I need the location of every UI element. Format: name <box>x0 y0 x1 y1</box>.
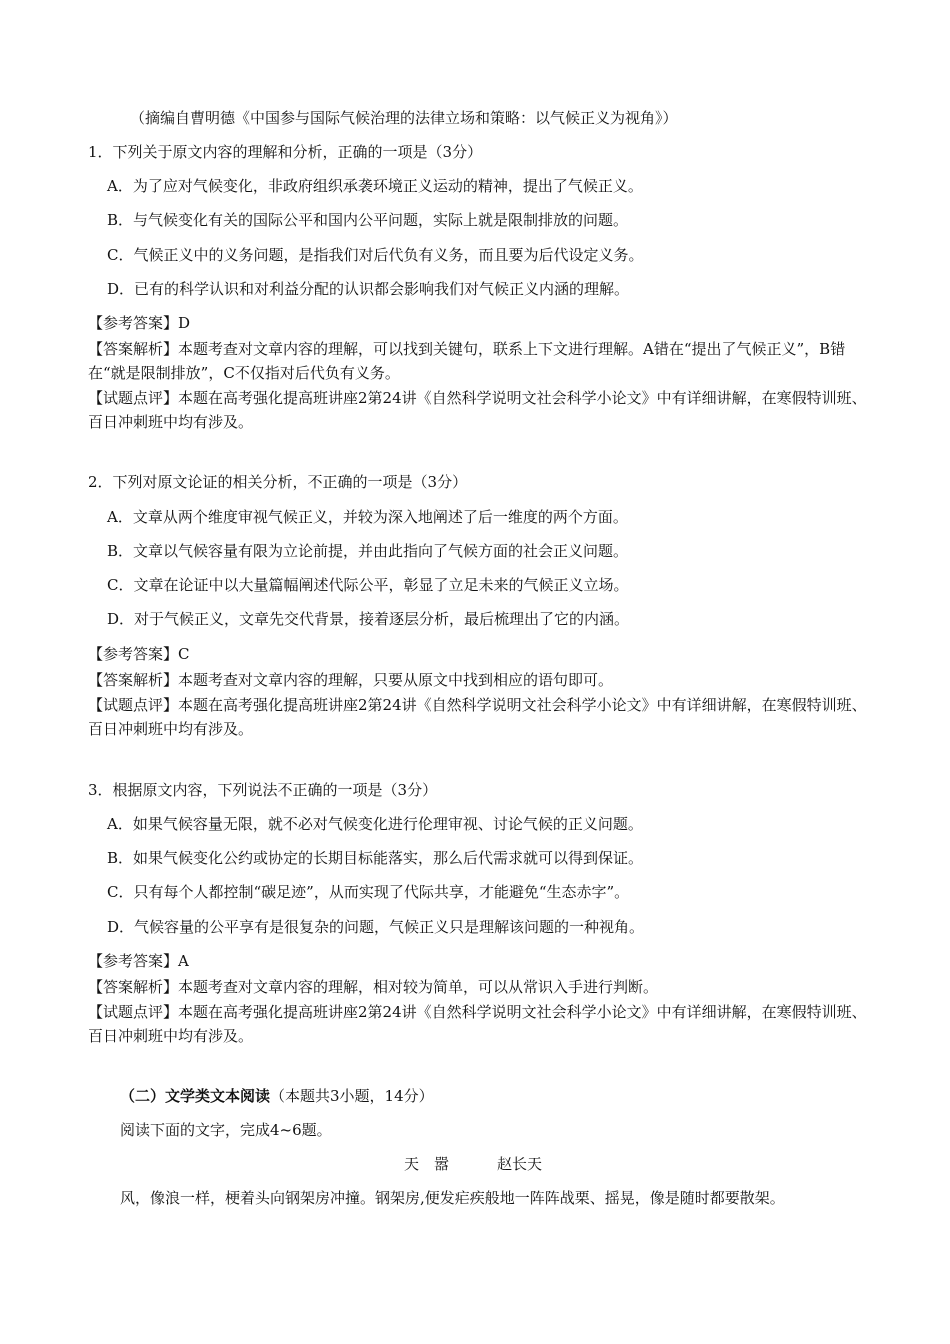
question-3-option-d: D．气候容量的公平享有是很复杂的问题，气候正义只是理解该问题的一种视角。 <box>107 918 645 936</box>
question-1-option-d: D．已有的科学认识和对利益分配的认识都会影响我们对气候正义内涵的理解。 <box>107 280 630 298</box>
question-2-option-c: C．文章在论证中以大量篇幅阐述代际公平，彰显了立足未来的气候正义立场。 <box>107 576 629 594</box>
section-heading-title: （二）文学类文本阅读 <box>120 1087 271 1105</box>
question-3-option-a: A．如果气候容量无限，就不必对气候变化进行伦理审视、讨论气候的正义问题。 <box>107 815 643 833</box>
question-2-option-b: B．文章以气候容量有限为立论前提，并由此指向了气候方面的社会正义问题。 <box>107 542 629 560</box>
question-3-comment: 【试题点评】本题在高考强化提高班讲座2第24讲《自然科学说明文社会科学小论文》中有详细讲解，在寒假特训班、百日冲刺班中均有涉及。 <box>88 1003 867 1045</box>
question-3-option-b: B．如果气候变化公约或协定的长期目标能落实，那么后代需求就可以得到保证。 <box>107 849 644 867</box>
source-citation: （摘编自曹明德《中国参与国际气候治理的法律立场和策略：以气候正义为视角》） <box>130 109 678 127</box>
section-heading <box>120 1084 434 1108</box>
question-1-analysis: 【答案解析】本题考查对文章内容的理解，可以找到关键句，联系上下文进行理解。A错在“提出了气候正义”，B错在“就是限制排放”，C不仅指对后代负有义务。 <box>88 340 846 382</box>
story-first-paragraph: 风，像浪一样，梗着头向钢架房冲撞。钢架房,便发疟疾般地一阵阵战栗、摇晃，像是随时都要散架。 <box>120 1189 785 1207</box>
question-2-comment: 【试题点评】本题在高考强化提高班讲座2第24讲《自然科学说明文社会科学小论文》中有详细讲解，在寒假特训班、百日冲刺班中均有涉及。 <box>88 696 867 738</box>
question-3-option-c: C．只有每个人都控制“碳足迹”，从而实现了代际共享，才能避免“生态赤字”。 <box>107 883 630 901</box>
story-author: 赵长天 <box>497 1155 543 1173</box>
story-title: 天 嚣 <box>404 1155 450 1173</box>
question-1-option-c: C．气候正义中的义务问题，是指我们对后代负有义务，而且要为后代设定义务。 <box>107 246 644 264</box>
question-1-answer: 【参考答案】D <box>88 314 191 332</box>
question-3-answer: 【参考答案】A <box>88 952 189 970</box>
section-heading-note: （本题共3小题，14分） <box>270 1087 434 1105</box>
question-2-stem: 2．下列对原文论证的相关分析，不正确的一项是（3分） <box>88 473 468 491</box>
question-2-analysis: 【答案解析】本题考查对文章内容的理解，只要从原文中找到相应的语句即可。 <box>88 671 614 689</box>
question-2-option-d: D．对于气候正义，文章先交代背景，接着逐层分析，最后梳理出了它的内涵。 <box>107 610 630 628</box>
question-1-comment: 【试题点评】本题在高考强化提高班讲座2第24讲《自然科学说明文社会科学小论文》中有详细讲解，在寒假特训班、百日冲刺班中均有涉及。 <box>88 389 867 431</box>
question-1-stem: 1．下列关于原文内容的理解和分析，正确的一项是（3分） <box>88 143 483 161</box>
question-1-option-b: B．与气候变化有关的国际公平和国内公平问题，实际上就是限制排放的问题。 <box>107 211 629 229</box>
question-1-option-a: A．为了应对气候变化，非政府组织承袭环境正义运动的精神，提出了气候正义。 <box>107 177 643 195</box>
question-3-analysis: 【答案解析】本题考查对文章内容的理解，相对较为简单，可以从常识入手进行判断。 <box>88 978 659 996</box>
question-2-answer: 【参考答案】C <box>88 645 190 663</box>
reading-instruction: 阅读下面的文字，完成4~6题。 <box>120 1121 332 1139</box>
question-2-option-a: A．文章从两个维度审视气候正义，并较为深入地阐述了后一维度的两个方面。 <box>107 508 628 526</box>
question-3-stem: 3．根据原文内容，下列说法不正确的一项是（3分） <box>88 781 438 799</box>
